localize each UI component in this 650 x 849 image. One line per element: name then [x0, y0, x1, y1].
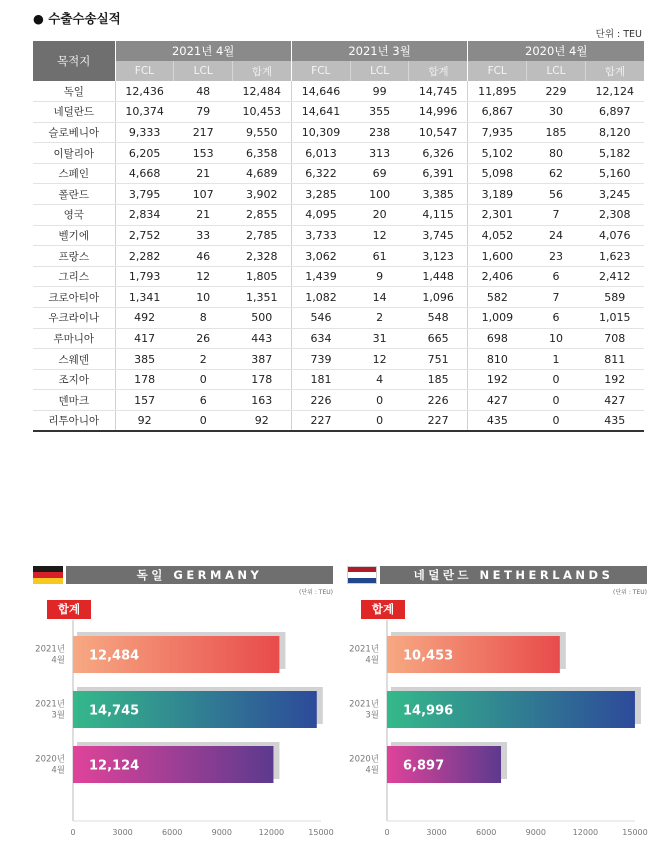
value-cell: 3,385	[409, 184, 468, 205]
dest-cell: 덴마크	[33, 390, 115, 411]
value-cell: 1,009	[468, 308, 527, 329]
panel-title: 독일 GERMANY	[66, 566, 333, 584]
value-cell: 153	[174, 143, 233, 164]
value-cell: 417	[115, 328, 174, 349]
value-cell: 500	[233, 308, 292, 329]
value-cell: 2,282	[115, 246, 174, 267]
dest-cell: 이탈리아	[33, 143, 115, 164]
panel-unit: (단위 : TEU)	[299, 589, 333, 596]
value-cell: 1,623	[585, 246, 644, 267]
table-row	[33, 163, 644, 184]
category-label: 4월	[365, 655, 379, 666]
table-row	[33, 308, 644, 329]
value-cell: 3,062	[291, 246, 350, 267]
dest-cell: 그리스	[33, 266, 115, 287]
value-cell: 10	[174, 287, 233, 308]
dest-cell: 루마니아	[33, 328, 115, 349]
flag-stripe	[348, 578, 376, 583]
value-cell: 2,301	[468, 205, 527, 226]
value-cell: 48	[174, 81, 233, 102]
category-label: 4월	[51, 765, 65, 776]
x-tick-label: 15000	[308, 828, 334, 837]
value-cell: 1,793	[115, 266, 174, 287]
netherlands-panel	[347, 566, 647, 849]
value-cell: 3,795	[115, 184, 174, 205]
flag-stripe	[33, 578, 63, 584]
value-cell: 5,102	[468, 143, 527, 164]
value-cell: 10,374	[115, 102, 174, 123]
value-cell: 1,805	[233, 266, 292, 287]
bar-value-label: 14,996	[403, 703, 454, 719]
value-cell: 229	[527, 81, 586, 102]
value-cell: 46	[174, 246, 233, 267]
value-cell: 546	[291, 308, 350, 329]
value-cell: 80	[527, 143, 586, 164]
category-label: 4월	[51, 655, 65, 666]
category-label: 2021년	[349, 699, 379, 710]
value-cell: 20	[350, 205, 409, 226]
table-row	[33, 205, 644, 226]
x-tick-label: 3000	[112, 828, 133, 837]
value-cell: 192	[468, 369, 527, 390]
subheader-total: 합계	[409, 61, 468, 81]
value-cell: 3,733	[291, 225, 350, 246]
table-row	[33, 349, 644, 370]
value-cell: 79	[174, 102, 233, 123]
value-cell: 2,752	[115, 225, 174, 246]
value-cell: 3,285	[291, 184, 350, 205]
category-label: 4월	[365, 765, 379, 776]
value-cell: 582	[468, 287, 527, 308]
value-cell: 7	[527, 287, 586, 308]
value-cell: 1,015	[585, 308, 644, 329]
value-cell: 0	[174, 411, 233, 432]
x-tick-label: 3000	[426, 828, 447, 837]
germany-bar-chart	[33, 620, 333, 845]
value-cell: 2,328	[233, 246, 292, 267]
value-cell: 12	[350, 225, 409, 246]
dest-cell: 스웨덴	[33, 349, 115, 370]
x-tick-label: 12000	[572, 828, 599, 837]
netherlands-bar-chart	[347, 620, 647, 845]
value-cell: 492	[115, 308, 174, 329]
panel-title: 네덜란드 NETHERLANDS	[380, 566, 647, 584]
value-cell: 4,115	[409, 205, 468, 226]
value-cell: 3,745	[409, 225, 468, 246]
value-cell: 14,996	[409, 102, 468, 123]
value-cell: 2,855	[233, 205, 292, 226]
value-cell: 1,096	[409, 287, 468, 308]
value-cell: 3,902	[233, 184, 292, 205]
dest-cell: 프랑스	[33, 246, 115, 267]
subheader-lcl: LCL	[527, 61, 586, 81]
group-header: 2020년 4월	[468, 41, 644, 61]
value-cell: 69	[350, 163, 409, 184]
table-row	[33, 143, 644, 164]
value-cell: 4	[350, 369, 409, 390]
value-cell: 6	[527, 308, 586, 329]
value-cell: 6,897	[585, 102, 644, 123]
value-cell: 589	[585, 287, 644, 308]
value-cell: 99	[350, 81, 409, 102]
x-tick-label: 0	[70, 828, 76, 837]
value-cell: 698	[468, 328, 527, 349]
value-cell: 226	[291, 390, 350, 411]
value-cell: 427	[468, 390, 527, 411]
x-tick-label: 6000	[476, 828, 497, 837]
table-row	[33, 390, 644, 411]
value-cell: 21	[174, 205, 233, 226]
table-row	[33, 246, 644, 267]
value-cell: 107	[174, 184, 233, 205]
dest-cell: 스페인	[33, 163, 115, 184]
value-cell: 12	[350, 349, 409, 370]
bar-value-label: 10,453	[403, 648, 454, 664]
value-cell: 548	[409, 308, 468, 329]
value-cell: 1,341	[115, 287, 174, 308]
x-tick-label: 15000	[622, 828, 648, 837]
bar-value-label: 6,897	[403, 758, 445, 774]
table-row	[33, 266, 644, 287]
value-cell: 4,689	[233, 163, 292, 184]
value-cell: 6	[174, 390, 233, 411]
value-cell: 2,406	[468, 266, 527, 287]
value-cell: 178	[233, 369, 292, 390]
subheader-fcl: FCL	[291, 61, 350, 81]
x-tick-label: 9000	[211, 828, 232, 837]
value-cell: 21	[174, 163, 233, 184]
value-cell: 31	[350, 328, 409, 349]
value-cell: 0	[174, 369, 233, 390]
group-header: 2021년 3월	[291, 41, 467, 61]
value-cell: 217	[174, 122, 233, 143]
value-cell: 9,333	[115, 122, 174, 143]
value-cell: 6,322	[291, 163, 350, 184]
value-cell: 6,326	[409, 143, 468, 164]
value-cell: 1,439	[291, 266, 350, 287]
value-cell: 10,309	[291, 122, 350, 143]
dest-cell: 폴란드	[33, 184, 115, 205]
table-row	[33, 369, 644, 390]
value-cell: 2,308	[585, 205, 644, 226]
subheader-total: 합계	[585, 61, 644, 81]
dest-cell: 조지아	[33, 369, 115, 390]
value-cell: 6,867	[468, 102, 527, 123]
value-cell: 12,484	[233, 81, 292, 102]
table-row	[33, 328, 644, 349]
value-cell: 100	[350, 184, 409, 205]
value-cell: 0	[527, 411, 586, 432]
unit-label: 단위 : TEU	[595, 29, 642, 40]
value-cell: 6,205	[115, 143, 174, 164]
value-cell: 30	[527, 102, 586, 123]
value-cell: 6	[527, 266, 586, 287]
netherlands-flag-icon	[347, 566, 377, 584]
category-label: 2020년	[35, 754, 65, 765]
value-cell: 14,641	[291, 102, 350, 123]
subheader-lcl: LCL	[174, 61, 233, 81]
value-cell: 227	[409, 411, 468, 432]
category-label: 3월	[51, 710, 65, 721]
value-cell: 9	[350, 266, 409, 287]
value-cell: 92	[233, 411, 292, 432]
x-tick-label: 12000	[258, 828, 285, 837]
value-cell: 634	[291, 328, 350, 349]
value-cell: 226	[409, 390, 468, 411]
value-cell: 1,600	[468, 246, 527, 267]
dest-cell: 벨기에	[33, 225, 115, 246]
value-cell: 4,076	[585, 225, 644, 246]
value-cell: 12,124	[585, 81, 644, 102]
dest-header: 목적지	[33, 41, 115, 81]
value-cell: 1,082	[291, 287, 350, 308]
value-cell: 0	[527, 369, 586, 390]
category-label: 3월	[365, 710, 379, 721]
value-cell: 2,412	[585, 266, 644, 287]
value-cell: 4,668	[115, 163, 174, 184]
value-cell: 33	[174, 225, 233, 246]
value-cell: 2	[350, 308, 409, 329]
germany-panel	[33, 566, 333, 849]
value-cell: 810	[468, 349, 527, 370]
table-row	[33, 225, 644, 246]
value-cell: 2,785	[233, 225, 292, 246]
table-row	[33, 102, 644, 123]
value-cell: 435	[585, 411, 644, 432]
value-cell: 10	[527, 328, 586, 349]
value-cell: 11,895	[468, 81, 527, 102]
value-cell: 385	[115, 349, 174, 370]
total-badge: 합계	[361, 600, 405, 619]
value-cell: 3,189	[468, 184, 527, 205]
value-cell: 6,391	[409, 163, 468, 184]
value-cell: 61	[350, 246, 409, 267]
value-cell: 12,436	[115, 81, 174, 102]
value-cell: 92	[115, 411, 174, 432]
dest-cell: 우크라이나	[33, 308, 115, 329]
value-cell: 6,013	[291, 143, 350, 164]
bar-value-label: 12,484	[89, 648, 140, 664]
value-cell: 185	[409, 369, 468, 390]
x-tick-label: 6000	[162, 828, 183, 837]
value-cell: 435	[468, 411, 527, 432]
value-cell: 185	[527, 122, 586, 143]
subheader-fcl: FCL	[468, 61, 527, 81]
subheader-fcl: FCL	[115, 61, 174, 81]
value-cell: 739	[291, 349, 350, 370]
value-cell: 178	[115, 369, 174, 390]
bar-value-label: 12,124	[89, 758, 140, 774]
value-cell: 3,245	[585, 184, 644, 205]
value-cell: 14,745	[409, 81, 468, 102]
bar-value-label: 14,745	[89, 703, 140, 719]
category-label: 2021년	[35, 699, 65, 710]
dest-cell: 크로아티아	[33, 287, 115, 308]
value-cell: 7	[527, 205, 586, 226]
value-cell: 2,834	[115, 205, 174, 226]
value-cell: 4,095	[291, 205, 350, 226]
value-cell: 10,453	[233, 102, 292, 123]
value-cell: 1,448	[409, 266, 468, 287]
value-cell: 14,646	[291, 81, 350, 102]
category-label: 2021년	[349, 644, 379, 655]
value-cell: 181	[291, 369, 350, 390]
value-cell: 12	[174, 266, 233, 287]
value-cell: 1,351	[233, 287, 292, 308]
value-cell: 6,358	[233, 143, 292, 164]
export-table	[33, 41, 644, 432]
value-cell: 811	[585, 349, 644, 370]
x-tick-label: 9000	[525, 828, 546, 837]
value-cell: 163	[233, 390, 292, 411]
x-tick-label: 0	[384, 828, 390, 837]
value-cell: 751	[409, 349, 468, 370]
value-cell: 387	[233, 349, 292, 370]
value-cell: 1	[527, 349, 586, 370]
value-cell: 708	[585, 328, 644, 349]
table-row	[33, 81, 644, 102]
value-cell: 0	[350, 390, 409, 411]
value-cell: 313	[350, 143, 409, 164]
value-cell: 62	[527, 163, 586, 184]
value-cell: 8	[174, 308, 233, 329]
subheader-total: 합계	[233, 61, 292, 81]
value-cell: 7,935	[468, 122, 527, 143]
table-body	[33, 81, 644, 431]
value-cell: 665	[409, 328, 468, 349]
value-cell: 3,123	[409, 246, 468, 267]
value-cell: 238	[350, 122, 409, 143]
value-cell: 24	[527, 225, 586, 246]
value-cell: 443	[233, 328, 292, 349]
table-row	[33, 411, 644, 432]
section-title: ● 수출수송실적	[33, 11, 121, 26]
table-row	[33, 184, 644, 205]
category-label: 2020년	[349, 754, 379, 765]
germany-flag-icon	[33, 566, 63, 584]
value-cell: 0	[527, 390, 586, 411]
value-cell: 5,098	[468, 163, 527, 184]
value-cell: 157	[115, 390, 174, 411]
value-cell: 14	[350, 287, 409, 308]
value-cell: 355	[350, 102, 409, 123]
value-cell: 0	[350, 411, 409, 432]
dest-cell: 리투아니아	[33, 411, 115, 432]
value-cell: 26	[174, 328, 233, 349]
category-label: 2021년	[35, 644, 65, 655]
dest-cell: 네덜란드	[33, 102, 115, 123]
total-badge: 합계	[47, 600, 91, 619]
dest-cell: 슬로베니아	[33, 122, 115, 143]
table-row	[33, 287, 644, 308]
dest-cell: 영국	[33, 205, 115, 226]
value-cell: 2	[174, 349, 233, 370]
group-header: 2021년 4월	[115, 41, 291, 61]
value-cell: 5,182	[585, 143, 644, 164]
section-title-text: 수출수송실적	[48, 11, 121, 26]
dest-cell: 독일	[33, 81, 115, 102]
value-cell: 9,550	[233, 122, 292, 143]
panel-unit: (단위 : TEU)	[613, 589, 647, 596]
table-row	[33, 122, 644, 143]
value-cell: 56	[527, 184, 586, 205]
value-cell: 4,052	[468, 225, 527, 246]
subheader-lcl: LCL	[350, 61, 409, 81]
value-cell: 5,160	[585, 163, 644, 184]
value-cell: 192	[585, 369, 644, 390]
value-cell: 10,547	[409, 122, 468, 143]
value-cell: 227	[291, 411, 350, 432]
value-cell: 8,120	[585, 122, 644, 143]
value-cell: 427	[585, 390, 644, 411]
value-cell: 23	[527, 246, 586, 267]
